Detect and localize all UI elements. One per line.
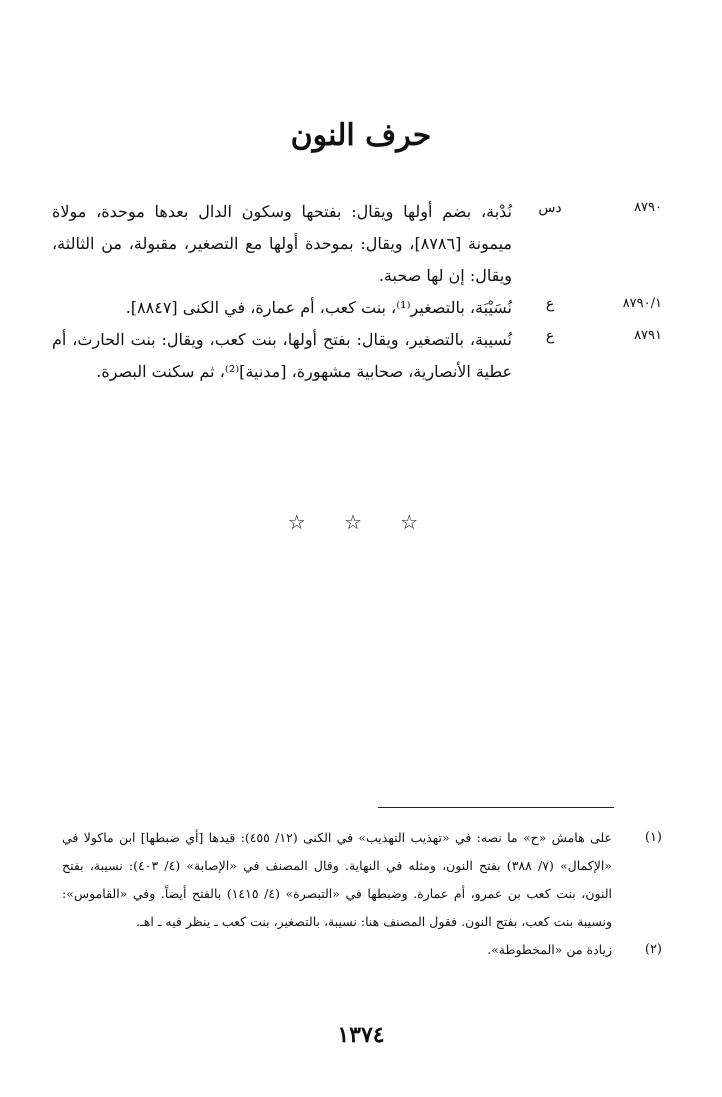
footnote-number: (٢) — [644, 942, 662, 957]
biography-entries — [52, 196, 662, 388]
chapter-title: حرف النون — [290, 118, 432, 153]
entry-8790 — [52, 196, 662, 292]
footnote-divider — [378, 807, 614, 808]
entry-8790-1 — [52, 292, 662, 324]
footnote-number: (١) — [644, 830, 662, 845]
entry-text: نُدْبة، بضم أولها ويقال: بفتحها وسكون الدال بعدها موحدة، مولاة ميمونة [٨٧٨٦]، ويقال: بموحدة أولها مع التصغير، مقبولة، من الثالثة، ويقال: إن لها صحبة. — [52, 202, 512, 285]
footnote-2 — [62, 936, 662, 964]
star-separator: ☆ ☆ ☆ — [287, 510, 435, 534]
page-number: ١٣٧٤ — [337, 1022, 385, 1048]
entry-number: ٨٧٩٠ — [634, 200, 662, 215]
entry-number: ٨٧٩١ — [634, 328, 662, 343]
entry-text: نُسَيْبَة، بالتصغير⁽¹⁾، بنت كعب، أم عمارة، في الكنى [٨٨٤٧]. — [125, 298, 512, 317]
entry-number: ٨٧٩٠/١ — [622, 296, 662, 311]
footnote-text: على هامش «ح» ما نصه: في «تهذيب التهذيب» في الكنى (١٢/ ٤٥٥): قيدها [أي ضبطها] ابن ماكولا في «الإكمال» (٧/ ٣٨٨) بفتح النون، ومثله في النهاية. وقال المصنف في «الإصابة» (٤/ ٤٠٣): نسيبة، بفتح النون، بنت كعب بن عمرو، أم عمارة. وضبطها في «التبصرة» (٤/ ١٤١٥) بالفتح أيضاً. وفي «القاموس»: ونسيبة بنت كعب، بفتح النون. فقول المصنف هنا: نسيبة، بالتصغير، بنت كعب ـ ينظر فيه ـ اهـ. — [62, 830, 613, 929]
entry-8791 — [52, 324, 662, 388]
entry-code: ع — [545, 328, 555, 344]
footnote-1 — [62, 824, 662, 936]
entry-code: دس — [538, 200, 562, 216]
entry-code: ع — [545, 296, 555, 312]
entry-text: نُسيبة، بالتصغير، ويقال: بفتح أولها، بنت كعب، ويقال: بنت الحارث، أم عطية الأنصارية، صحابية مشهورة، [مدنية]⁽²⁾، ثم سكنت البصرة. — [52, 330, 512, 381]
footnote-text: زيادة من «المخطوطة». — [487, 942, 612, 957]
footnotes — [62, 824, 662, 964]
